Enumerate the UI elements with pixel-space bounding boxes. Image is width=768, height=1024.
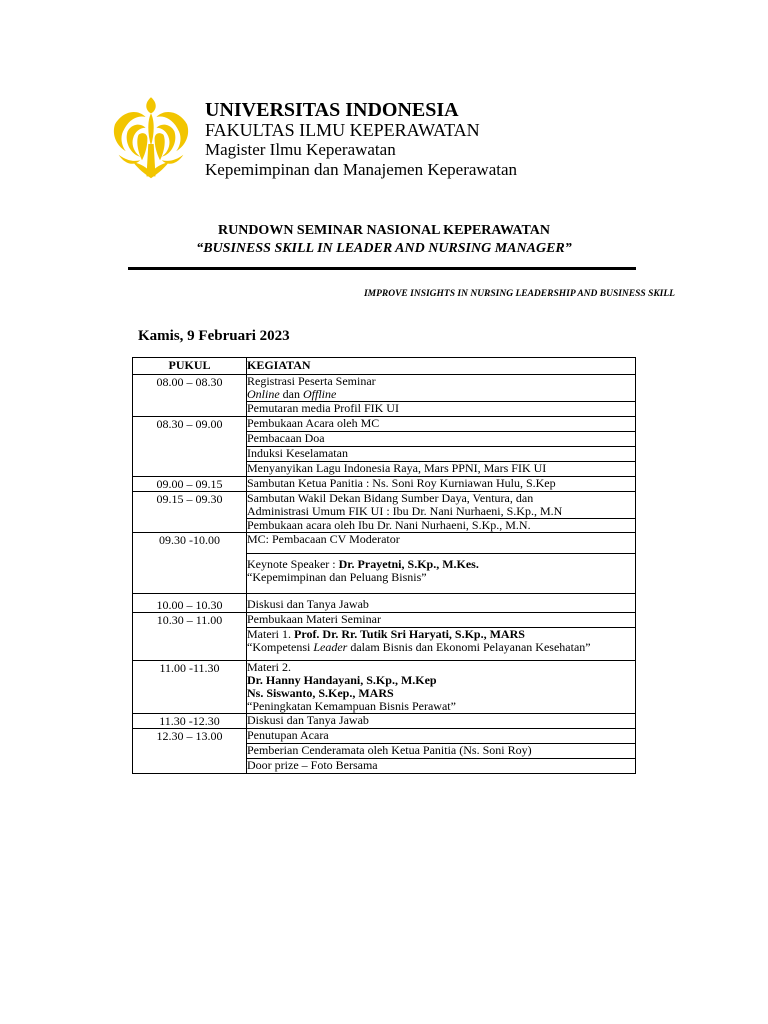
activity-cell: Pembukaan Materi Seminar (247, 613, 636, 628)
column-header-activity: KEGIATAN (247, 358, 636, 375)
table-row (133, 661, 636, 714)
activity-text: Sambutan Wakil Dekan Bidang Sumber Daya, Ventura, dan (247, 491, 534, 505)
activity-cell: Pembukaan acara oleh Ibu Dr. Nani Nurhaeni, S.Kp., M.N. (247, 519, 636, 533)
event-date: Kamis, 9 Februari 2023 (138, 328, 290, 344)
speaker-name: Ns. Siswanto, S.Kep., MARS (247, 686, 394, 700)
activity-cell: Induksi Keselamatan (247, 447, 636, 462)
table-row (133, 417, 636, 432)
speaker-name: Dr. Hanny Handayani, S.Kp., M.Kep (247, 673, 437, 687)
time-cell: 11.30 -12.30 (133, 714, 247, 729)
activity-cell: Pemberian Cenderamata oleh Ketua Panitia (Ns. Soni Roy) (247, 744, 636, 759)
activity-text: Materi 2. (247, 660, 291, 674)
tagline: IMPROVE INSIGHTS IN NURSING LEADERSHIP AND BUSINESS SKILL (363, 289, 675, 299)
activity-cell: Pemutaran media Profil FIK UI (247, 402, 636, 417)
time-cell: 10.30 – 11.00 (133, 613, 247, 661)
table-row (133, 729, 636, 744)
activity-cell: Diskusi dan Tanya Jawab (247, 714, 636, 729)
activity-cell (247, 628, 636, 661)
document-title (120, 222, 648, 258)
rundown-table (132, 357, 636, 774)
table-row (133, 594, 636, 613)
table-row (133, 477, 636, 492)
time-cell: 09.00 – 09.15 (133, 477, 247, 492)
table-row (133, 533, 636, 554)
program-name: Magister Ilmu Keperawatan (205, 140, 396, 159)
table-row (133, 714, 636, 729)
activity-cell: Pembukaan Acara oleh MC (247, 417, 636, 432)
activity-text: Online dan Offline (247, 387, 337, 401)
faculty-name: FAKULTAS ILMU KEPERAWATAN (205, 120, 480, 140)
activity-cell (247, 492, 636, 519)
title-line-2: “BUSINESS SKILL IN LEADER AND NURSING MANAGER” (196, 241, 572, 256)
activity-text: Registrasi Peserta Seminar (247, 374, 376, 388)
university-name: UNIVERSITAS INDONESIA (205, 99, 459, 121)
column-header-time: PUKUL (133, 358, 247, 375)
table-row (133, 492, 636, 519)
time-cell: 10.00 – 10.30 (133, 594, 247, 613)
table-row (133, 375, 636, 402)
time-cell: 08.00 – 08.30 (133, 375, 247, 417)
activity-cell: Penutupan Acara (247, 729, 636, 744)
time-cell: 09.30 -10.00 (133, 533, 247, 594)
activity-cell: Diskusi dan Tanya Jawab (247, 594, 636, 613)
activity-cell: Door prize – Foto Bersama (247, 759, 636, 774)
time-cell: 09.15 – 09.30 (133, 492, 247, 533)
activity-cell (247, 554, 636, 594)
time-cell: 11.00 -11.30 (133, 661, 247, 714)
activity-cell (247, 661, 636, 714)
title-line-1: RUNDOWN SEMINAR NASIONAL KEPERAWATAN (217, 223, 550, 238)
activity-text: Administrasi Umum FIK UI : Ibu Dr. Nani Nurhaeni, S.Kp., M.N (247, 504, 563, 518)
makara-ui-logo (106, 90, 196, 180)
table-row (133, 613, 636, 628)
table-header-row (133, 358, 636, 375)
time-cell: 08.30 – 09.00 (133, 417, 247, 477)
activity-cell: Menyanyikan Lagu Indonesia Raya, Mars PPNI, Mars FIK UI (247, 462, 636, 477)
activity-cell (247, 375, 636, 402)
activity-text: “Kepemimpinan dan Peluang Bisnis” (247, 570, 427, 584)
department-name: Kepemimpinan dan Manajemen Keperawatan (205, 160, 518, 179)
activity-cell: Sambutan Ketua Panitia : Ns. Soni Roy Kurniawan Hulu, S.Kep (247, 477, 636, 492)
activity-text: Keynote Speaker : Dr. Prayetni, S.Kp., M.Kes. (247, 557, 479, 571)
title-divider (128, 267, 636, 270)
activity-text: “Peningkatan Kemampuan Bisnis Perawat” (247, 699, 456, 713)
activity-text: Materi 1. Prof. Dr. Rr. Tutik Sri Haryati, S.Kp., MARS (247, 627, 525, 641)
letterhead (205, 100, 517, 180)
activity-cell: MC: Pembacaan CV Moderator (247, 533, 636, 554)
time-cell: 12.30 – 13.00 (133, 729, 247, 774)
activity-text: “Kompetensi Leader dalam Bisnis dan Ekonomi Pelayanan Kesehatan” (247, 640, 591, 654)
activity-cell: Pembacaan Doa (247, 432, 636, 447)
